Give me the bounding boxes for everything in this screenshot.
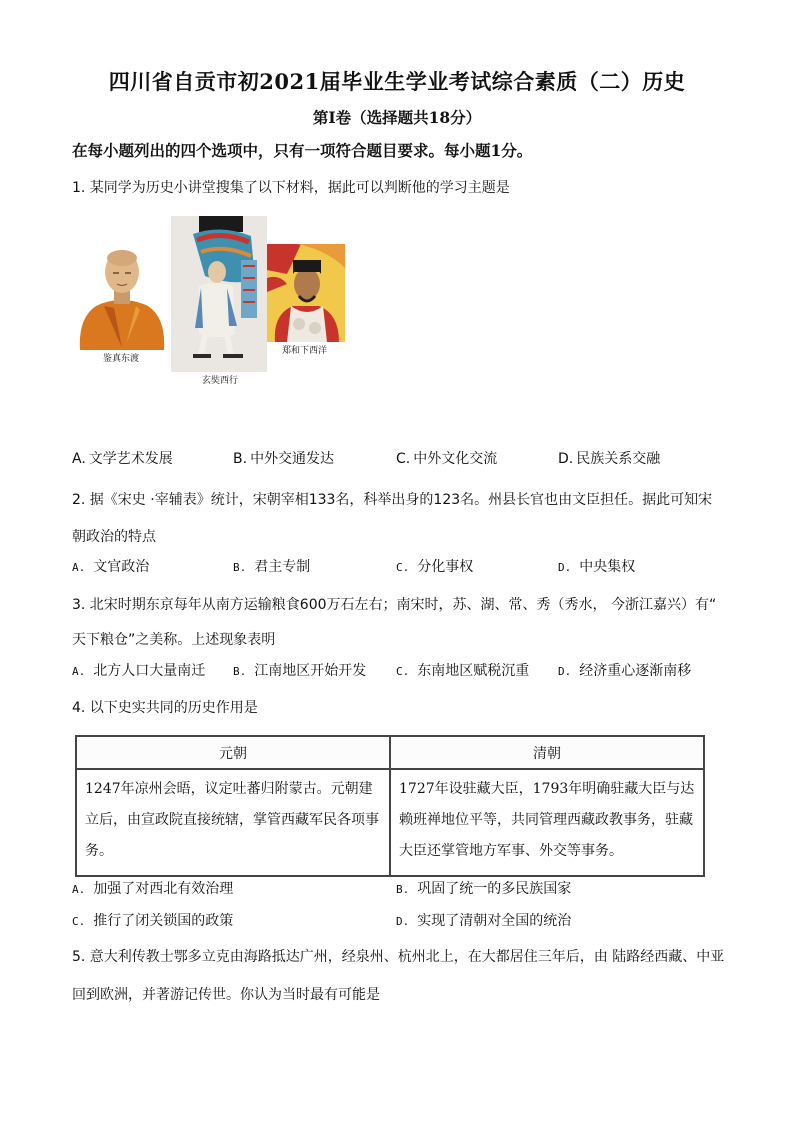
xuanzang-image — [171, 216, 267, 372]
jianzhen-caption: 鉴真东渡 — [103, 354, 140, 364]
q2-option-b[interactable]: B. 君主专制 — [233, 559, 311, 575]
q2-option-d[interactable]: D. 中央集权 — [558, 559, 636, 575]
zhenghe-image — [267, 244, 345, 342]
q4-option-a[interactable]: A. 加强了对西北有效治理 — [72, 881, 234, 897]
q3-stem-line1: 3. 北宋时期东京每年从南方运输粮食600万石左右；南宋时，苏、湖、常、秀（秀水， 今浙江嘉兴）有“ — [72, 597, 717, 613]
instruction: 在每小题列出的四个选项中，只有一项符合题目要求。每小题1分。 — [72, 141, 533, 160]
q1-option-c[interactable]: C. 中外文化交流 — [396, 451, 498, 467]
q3-option-a[interactable]: A. 北方人口大量南迁 — [72, 663, 206, 679]
q5-stem-line1: 5. 意大利传教士鄂多立克由海路抵达广州，经泉州、杭州北上，在大都居住三年后，由 陆路经西藏、中亚 — [72, 949, 725, 965]
q1-stem: 1. 某同学为历史小讲堂搜集了以下材料，据此可以判断他的学习主题是 — [72, 180, 510, 196]
q2-stem-line1: 2. 据《宋史 ·宰辅表》统计，宋朝宰相133名，科举出身的123名。州县长官也由文臣担任。据此可知宋 — [72, 492, 713, 508]
jianzhen-image — [74, 240, 170, 350]
q3-option-d[interactable]: D. 经济重心逐渐南移 — [558, 663, 692, 679]
q5-stem-line2: 回到欧洲，并著游记传世。你认为当时最有可能是 — [72, 987, 380, 1003]
page-title: 四川省自贡市初2021届毕业生学业考试综合素质（二）历史 — [108, 69, 686, 94]
q2-option-a[interactable]: A. 文官政治 — [72, 559, 150, 575]
table-cell-qing: 1727年设驻藏大臣，1793年明确驻藏大臣与达赖班禅地位平等，共同管理西藏政教事务，驻藏大臣还掌管地方军事、外交等事务。 — [390, 769, 704, 876]
q4-history-table — [75, 735, 705, 877]
table-header-yuan: 元朝 — [76, 736, 390, 769]
q1-option-b[interactable]: B. 中外交通发达 — [233, 451, 335, 467]
table-header-qing: 清朝 — [390, 736, 704, 769]
section-title: 第Ⅰ卷（选择题共18分） — [312, 108, 482, 127]
xuanzang-caption: 玄奘西行 — [202, 376, 239, 386]
q3-option-c[interactable]: C. 东南地区赋税沉重 — [396, 663, 530, 679]
q4-option-c[interactable]: C. 推行了闭关锁国的政策 — [72, 913, 234, 929]
q3-stem-line2: 天下粮仓”之美称。上述现象表明 — [72, 632, 276, 648]
q4-stem: 4. 以下史实共同的历史作用是 — [72, 700, 258, 716]
q2-option-c[interactable]: C. 分化事权 — [396, 559, 474, 575]
q4-option-b[interactable]: B. 巩固了统一的多民族国家 — [396, 881, 572, 897]
q2-stem-line2: 朝政治的特点 — [72, 529, 156, 545]
q1-option-a[interactable]: A. 文学艺术发展 — [72, 451, 173, 467]
q4-option-d[interactable]: D. 实现了清朝对全国的统治 — [396, 913, 572, 929]
zhenghe-caption: 郑和下西洋 — [282, 346, 328, 356]
q3-option-b[interactable]: B. 江南地区开始开发 — [233, 663, 367, 679]
q1-option-d[interactable]: D. 民族关系交融 — [558, 451, 661, 467]
table-cell-yuan: 1247年凉州会晤，议定吐蕃归附蒙古。元朝建立后，由宣政院直接统辖，掌管西藏军民各项事务。 — [76, 769, 390, 876]
